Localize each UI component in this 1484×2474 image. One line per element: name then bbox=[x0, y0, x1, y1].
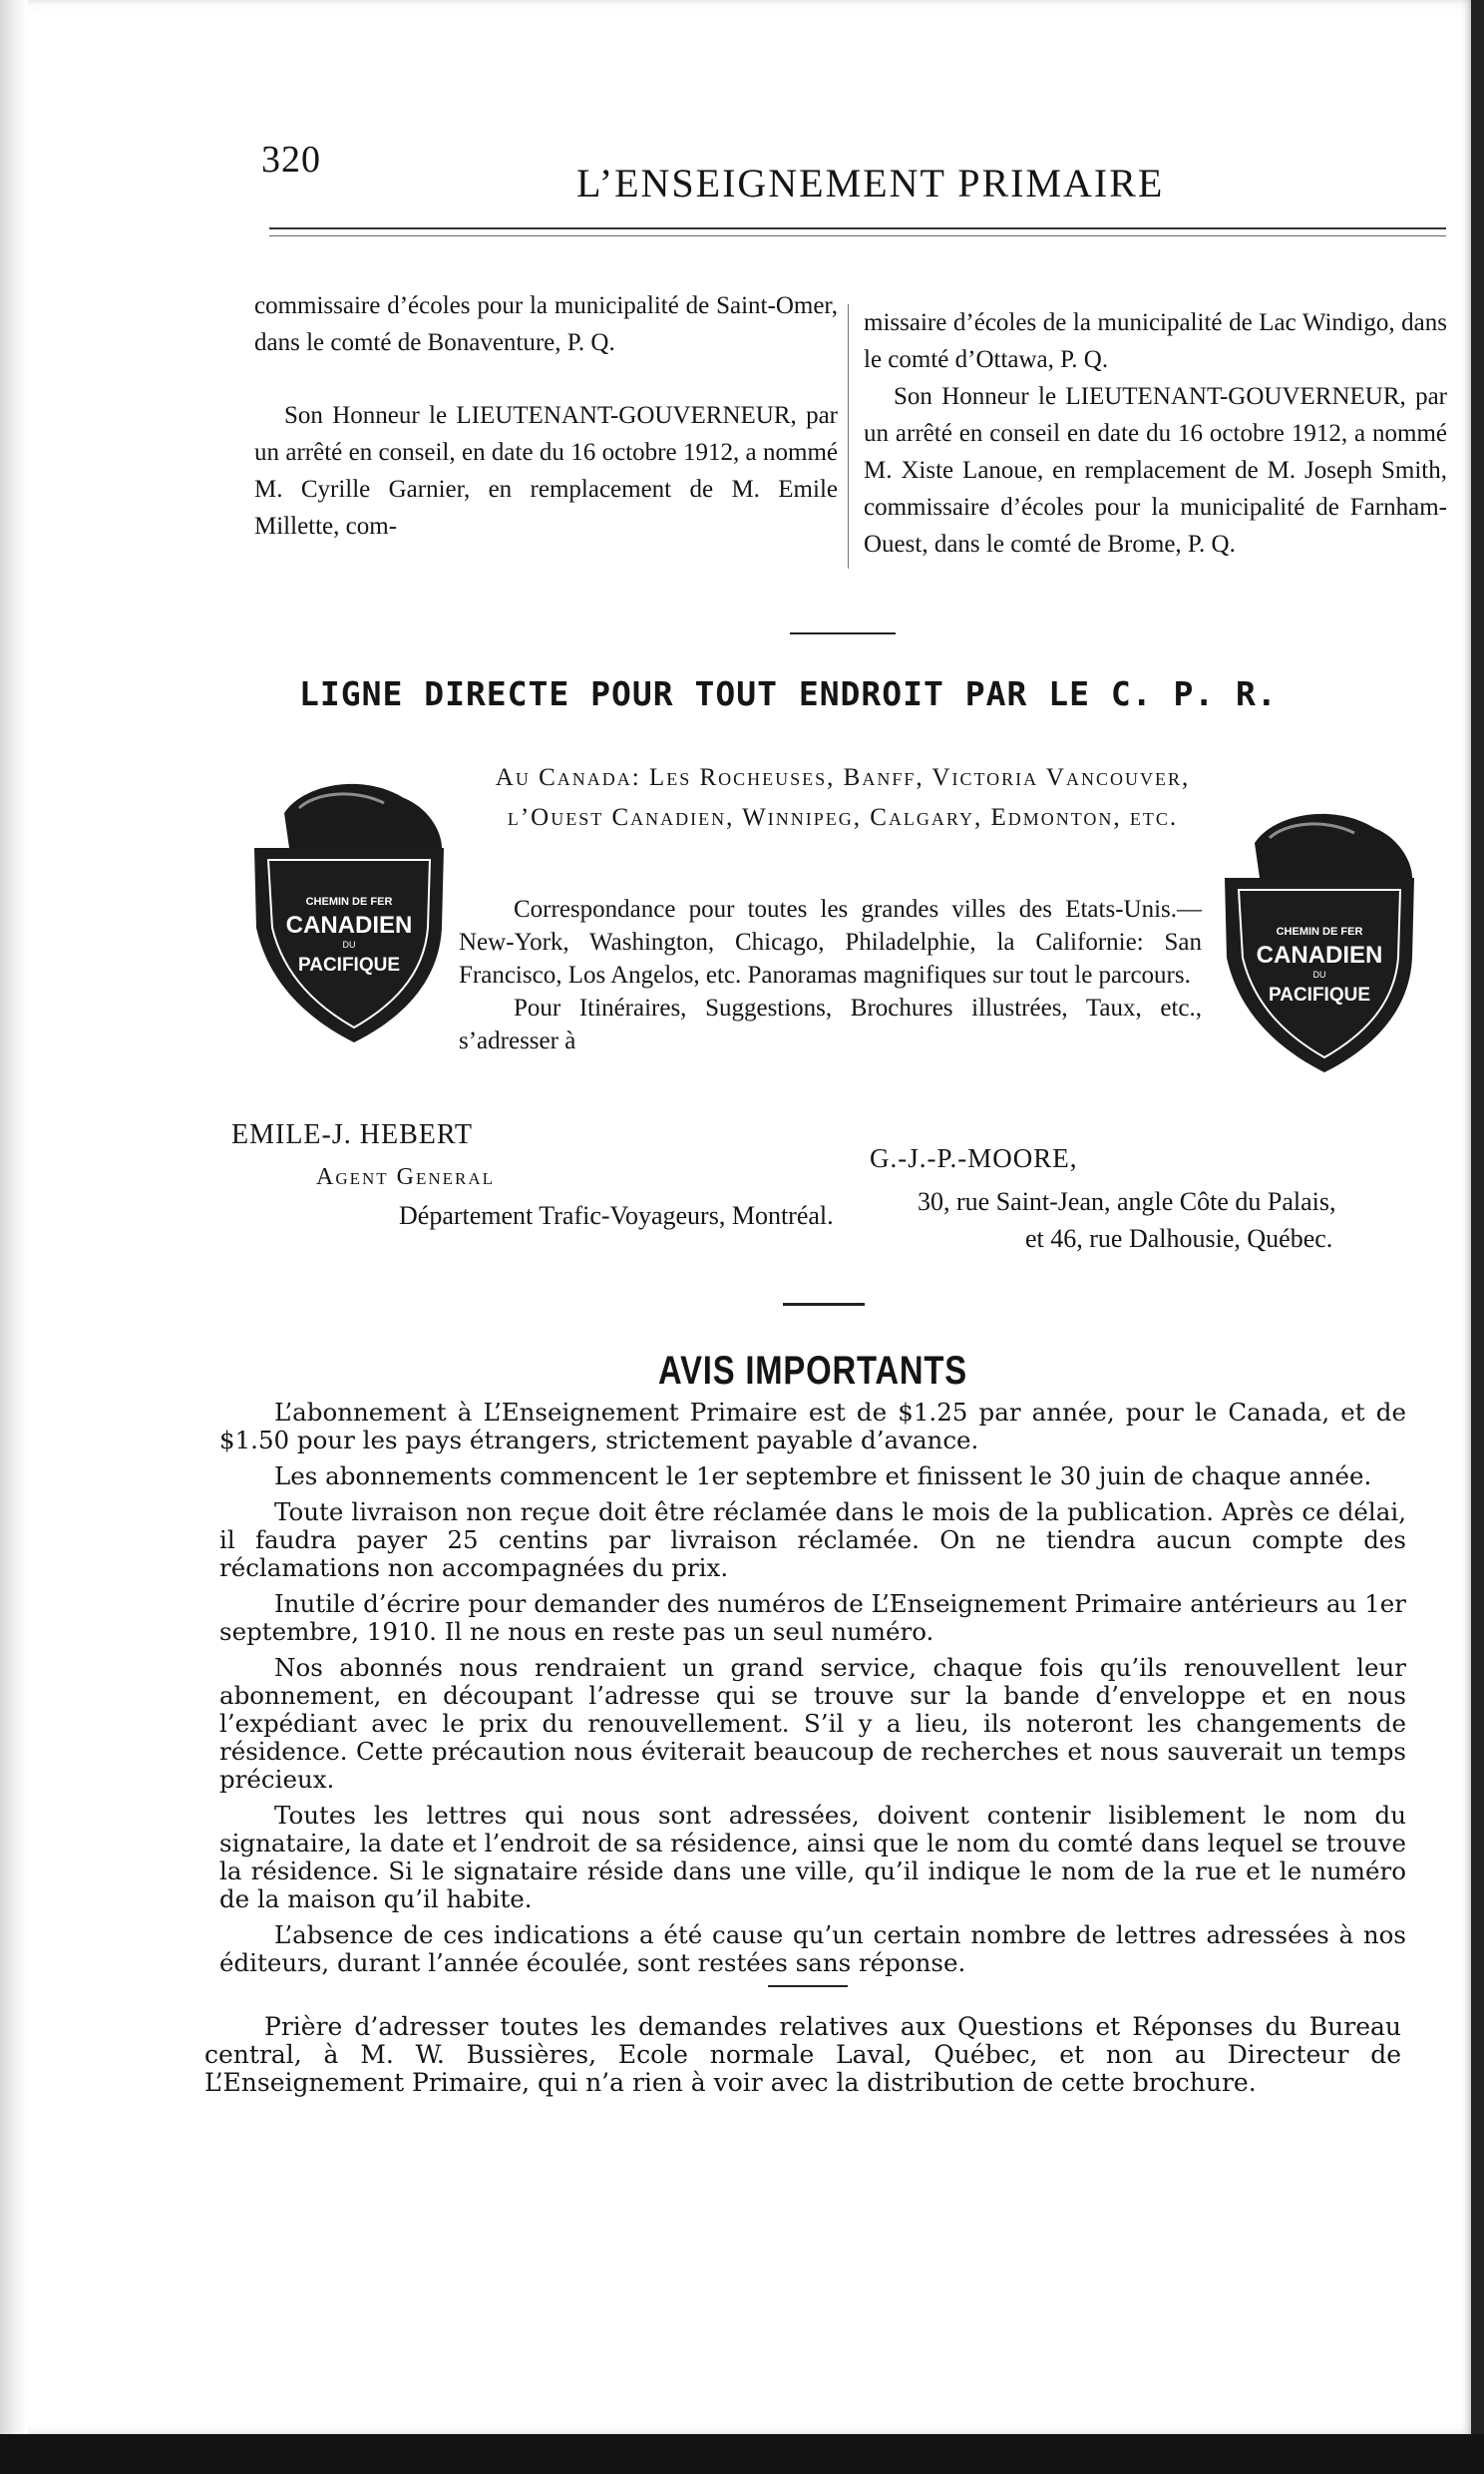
agent-title: Agent General bbox=[316, 1164, 496, 1190]
cpr-logo-left bbox=[244, 778, 454, 1047]
right-column-paragraph: missaire d’écoles de la municipalité de Lac Windigo, dans le comté d’Ottawa, P. Q. bbox=[864, 309, 1447, 373]
section-divider bbox=[768, 1985, 848, 1987]
section-divider bbox=[790, 632, 896, 634]
avis-paragraph: L’abonnement à L’Enseignement Primaire est de $1.25 par année, pour le Canada, et de $1.50 pour les pays étrangers, strictement payable d’avance. bbox=[219, 1398, 1406, 1454]
avis-paragraph: Inutile d’écrire pour demander des numéros de L’Enseignement Primaire antérieurs au 1er septembre, 1910. Il ne nous en reste pas un seul numéro. bbox=[219, 1589, 1406, 1646]
agent-department: Département Trafic-Voyageurs, Montréal. bbox=[399, 1201, 834, 1230]
avis-body bbox=[219, 1399, 1406, 1985]
section-divider bbox=[783, 1303, 865, 1306]
header-rule bbox=[269, 227, 1446, 236]
cpr-ad-destinations: Au Canada: Les Rocheuses, Banff, Victoria Vancouver, l’Ouest Canadien, Winnipeg, Calgary, Edmonton, etc. bbox=[495, 764, 1191, 831]
left-column-paragraph: Son Honneur le LIEUTENANT-GOUVERNEUR, par un arrêté en conseil, en date du 16 octobre 1912, a nommé M. Cyrille Garnier, en remplacement de M. Emile Millette, com- bbox=[254, 402, 838, 540]
logo-line4: PACIFIQUE bbox=[1268, 985, 1371, 1006]
quebec-agent-address: et 46, rue Dalhousie, Québec. bbox=[1025, 1224, 1333, 1253]
cpr-ad-paragraph: Pour Itinéraires, Suggestions, Brochures illustrées, Taux, etc., s’adresser à bbox=[459, 995, 1202, 1054]
left-column bbox=[254, 287, 838, 545]
logo-line3: DU bbox=[1312, 970, 1326, 980]
right-column-paragraph: Son Honneur le LIEUTENANT-GOUVERNEUR, par un arrêté en conseil en date du 16 octobre 1912, a nommé M. Xiste Lanoue, en remplacement de M. Joseph Smith, commissaire d’écoles pour la municipalité de Farnham-Ouest, dans le comté de Brome, P. Q. bbox=[864, 383, 1447, 558]
scan-edge-right bbox=[1471, 0, 1484, 2434]
beaver-shield-icon bbox=[1215, 808, 1424, 1077]
cpr-ad-paragraph: Correspondance pour toutes les grandes villes des Etats-Unis.—New-York, Washington, Chicago, Philadelphie, la Californie: San Francisco, Los Angelos, etc. Panoramas magnifiques sur tout le parcours. bbox=[459, 896, 1202, 989]
running-header-title: L’ENSEIGNEMENT PRIMAIRE bbox=[576, 161, 1165, 206]
avis-title: AVIS IMPORTANTS bbox=[658, 1349, 967, 1393]
cpr-ad-body bbox=[459, 893, 1202, 1057]
final-note-text: Prière d’adresser toutes les demandes relatives aux Questions et Réponses du Bureau central, à M. W. Bussières, Ecole normale Laval, Québec, et non au Directeur de L’Enseignement Primaire, qui n’a rien à voir avec la distribution de cette brochure. bbox=[204, 2012, 1401, 2097]
column-separator bbox=[848, 304, 849, 569]
avis-paragraph: Les abonnements commencent le 1er septembre et finissent le 30 juin de chaque année. bbox=[274, 1461, 1372, 1490]
cpr-logo-right bbox=[1215, 808, 1424, 1077]
logo-line1: CHEMIN DE FER bbox=[305, 896, 393, 908]
logo-line2: CANADIEN bbox=[285, 912, 413, 939]
quebec-agent-address: 30, rue Saint-Jean, angle Côte du Palais, bbox=[918, 1187, 1336, 1216]
logo-line2: CANADIEN bbox=[1256, 942, 1383, 969]
logo-line4: PACIFIQUE bbox=[297, 955, 401, 976]
scan-edge-bottom bbox=[0, 2434, 1484, 2474]
avis-paragraph: Toute livraison non reçue doit être réclamée dans le mois de la publication. Après ce délai, il faudra payer 25 centins par livraison réclamée. On ne tiendra aucun compte des réclamations non accompagnées du prix. bbox=[219, 1497, 1406, 1582]
logo-line1: CHEMIN DE FER bbox=[1276, 926, 1363, 938]
logo-line3: DU bbox=[342, 940, 356, 950]
avis-paragraph: Toutes les lettres qui nous sont adressées, doivent contenir lisiblement le nom du signataire, la date et l’endroit de sa résidence, ainsi que le nom du comté dans lequel se trouve la résidence. Si le signataire réside dans une ville, qu’il indique le nom de la rue et le numéro de la maison qu’il habite. bbox=[219, 1801, 1406, 1913]
quebec-agent-name: G.-J.-P.-MOORE, bbox=[870, 1143, 1078, 1173]
avis-paragraph: Nos abonnés nous rendraient un grand service, chaque fois qu’ils renouvellent leur abonnement, en découpant l’adresse qui se trouve sur la bande d’enveloppe et en nous l’expédiant avec le prix du renouvellement. S’il y a lieu, ils noteront les changements de résidence. Cette précaution nous éviterait beaucoup de recherches et nous sauverait un temps précieux. bbox=[219, 1653, 1406, 1794]
page-number: 320 bbox=[261, 139, 321, 181]
avis-paragraph: L’absence de ces indications a été cause qu’un certain nombre de lettres adressées à nos éditeurs, durant l’année écoulée, sont restées sans réponse. bbox=[219, 1920, 1406, 1977]
right-column bbox=[864, 304, 1447, 563]
agent-name: EMILE-J. HEBERT bbox=[231, 1119, 473, 1150]
page-spine-shadow bbox=[0, 0, 28, 2434]
cpr-ad-title: LIGNE DIRECTE POUR TOUT ENDROIT PAR LE C. P. R. bbox=[299, 674, 1278, 713]
final-note bbox=[204, 2013, 1401, 2097]
left-column-paragraph: commissaire d’écoles pour la municipalité de Saint-Omer, dans le comté de Bonaventure, P. Q. bbox=[254, 292, 838, 356]
beaver-shield-icon bbox=[244, 778, 454, 1047]
